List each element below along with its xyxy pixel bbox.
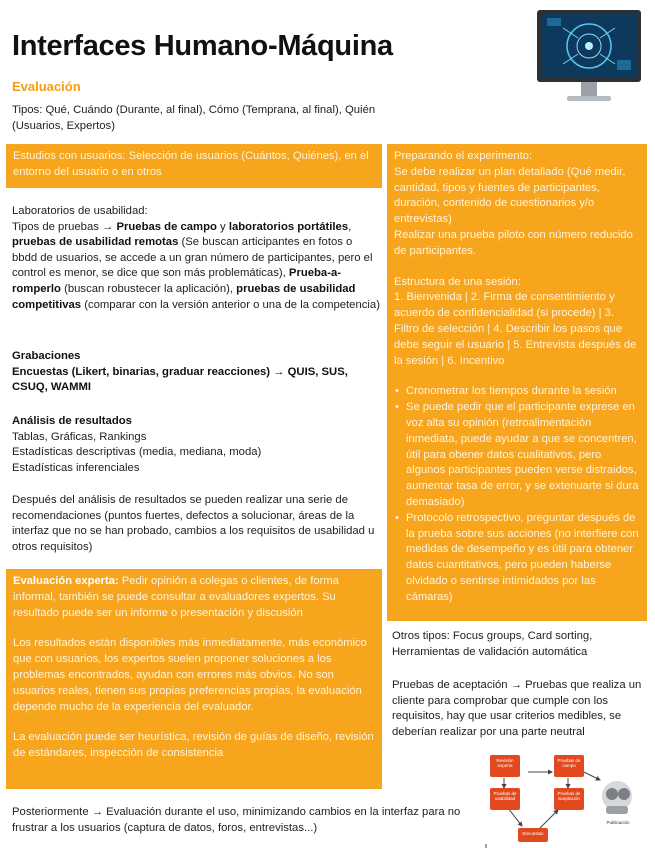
types-line: Tipos: Qué, Cuándo (Durante, al final), Cómo (Temprana, al final), Quién (Usuarios, Expertos) [12, 104, 376, 132]
user-studies-text: Estudios con usuarios: Selección de usuarios (Cuántos, Quiénes), en el entorno del usuario o en otros [13, 150, 369, 178]
usability-labs-text: Tipos de pruebas → Pruebas de campo y laboratorios portátiles, pruebas de usabilidad remotas (Se buscan articipantes en fotos o bbdd de usuarios, se accede a un gran número de participantes, pero el control es menor, se dice que son más problemáticas), Prueba-a-romperlo (buscan robustecer la aplicación), pruebas de usabilidad competitivas (comparar con la versión anterior o una de la competencia) [12, 220, 380, 311]
experiment-prep-box [387, 144, 647, 621]
session-structure-steps: 1. Bienvenida | 2. Firma de consentimiento y acuerdo de confidencialidad (si procede) | 3. Filtro de selección | 4. Describir los pasos que debe seguir el usuario | 5. Entrevista después de la sesión | 6. Incentivo [394, 291, 637, 367]
other-types-text: Otros tipos: Focus groups, Card sorting, Herramientas de validación automática [392, 630, 593, 658]
page-title: Interfaces Humano-Máquina [12, 30, 393, 62]
diagram-label: Publicación [606, 820, 630, 825]
list-item: • Cronometrar los tiempos durante la sesión [404, 384, 640, 400]
analysis-line: Estadísticas inferenciales [12, 461, 140, 474]
diagram-node: Encuestas [518, 828, 548, 842]
analysis-line: Estadísticas descriptivas (media, mediana, moda) [12, 446, 262, 459]
list-item: • Protocolo retrospectivo, preguntar después de la prueba sobre sus acciones (no interfiere con medidas de desempeño y es útil para obtener datos cuantitativos, pero pueden haberse olvidado o sentirse intimidados por las cámaras) [404, 511, 640, 606]
expert-p2: Los resultados están disponibles más inmediatamente, más económico que con usuarios, los expertos suelen proponer soluciones a los problemas encontrados, ayudan con errores más obvios. No son usuarios reales, tienen sus propias preferencias propias, la evaluación depende mucho de la experiencia del evaluador. [13, 637, 367, 713]
expert-p3: La evaluación puede ser heurística, revisión de guías de diseño, revisión de estándares, inspección de consistencia [13, 731, 374, 760]
analysis-heading: Análisis de resultados [12, 415, 132, 427]
prep-pilot: Realizar una prueba piloto con número reducido de participantes. [394, 228, 633, 257]
monitor-illustration [533, 8, 645, 110]
diagram-node: Pruebas de campo [554, 755, 584, 777]
prep-bullets [394, 384, 640, 605]
later-evaluation-text: Posteriormente → Evaluación durante el uso, minimizando cambios en la interfaz para no frustrar a los usuarios (captura de datos, foros, entrevistas...) [12, 806, 461, 834]
expert-evaluation-box [6, 569, 382, 789]
usability-labs-section [12, 204, 380, 313]
prep-plan: Se debe realizar un plan detallado (Qué medir, cantidad, tipos y fuentes de participantes, duración, contenido de cuestionarios y/o entrevistas) [394, 165, 626, 226]
after-analysis-text: Después del análisis de resultados se pueden realizar una serie de recomendaciones (puntos fuertes, defectos a solucionar, áreas de la interfaz que no se han probado, cambios a los requisitos de usabilidad u otros requisitos) [12, 494, 375, 553]
user-studies-box [6, 144, 382, 188]
diagram-node: Revisión experta [490, 755, 520, 777]
analysis-line: Tablas, Gráficas, Rankings [12, 430, 147, 443]
expert-p1: Evaluación experta: Pedir opinión a colegas o clientes, de forma informal, también se puede consultar a evaluadores expertos. Su resultado puede ser un informe o presentación y discusión [13, 575, 339, 619]
diagram-node: Pruebas de usabilidad [490, 788, 520, 810]
list-item: • Se puede pedir que el participante exprese en voz alta su opinión (retroalimentación inmediata, puede ayudar a que se concentren, útil para obener datos cualitativos, pero algunos participantes pueden verse distraidos, aumentar tasa de error, y se extenuarte si dura demasiado) [404, 400, 640, 511]
acceptance-text: Pruebas de aceptación → Pruebas que realiza un cliente para comprobar que cumple con los requisitos, hay que usar criterios medibles, se deberían realizar por una parte neutral [392, 679, 642, 738]
usability-labs-heading: Laboratorios de usabilidad: [12, 205, 148, 217]
diagram-node: Pruebas de aceptación [554, 788, 584, 810]
recordings-heading: Grabaciones [12, 350, 81, 362]
recordings-section [12, 349, 380, 396]
surveys-line: Encuestas (Likert, binarias, graduar reacciones) → QUIS, SUS, CSUQ, WAMMI [12, 365, 348, 394]
section-subtitle: Evaluación [12, 79, 81, 94]
prep-heading: Preparando el experimento: [394, 150, 533, 162]
session-structure-heading: Estructura de una sesión: [394, 275, 521, 288]
analysis-section [12, 414, 380, 476]
evaluation-cycle-diagram [484, 750, 648, 848]
